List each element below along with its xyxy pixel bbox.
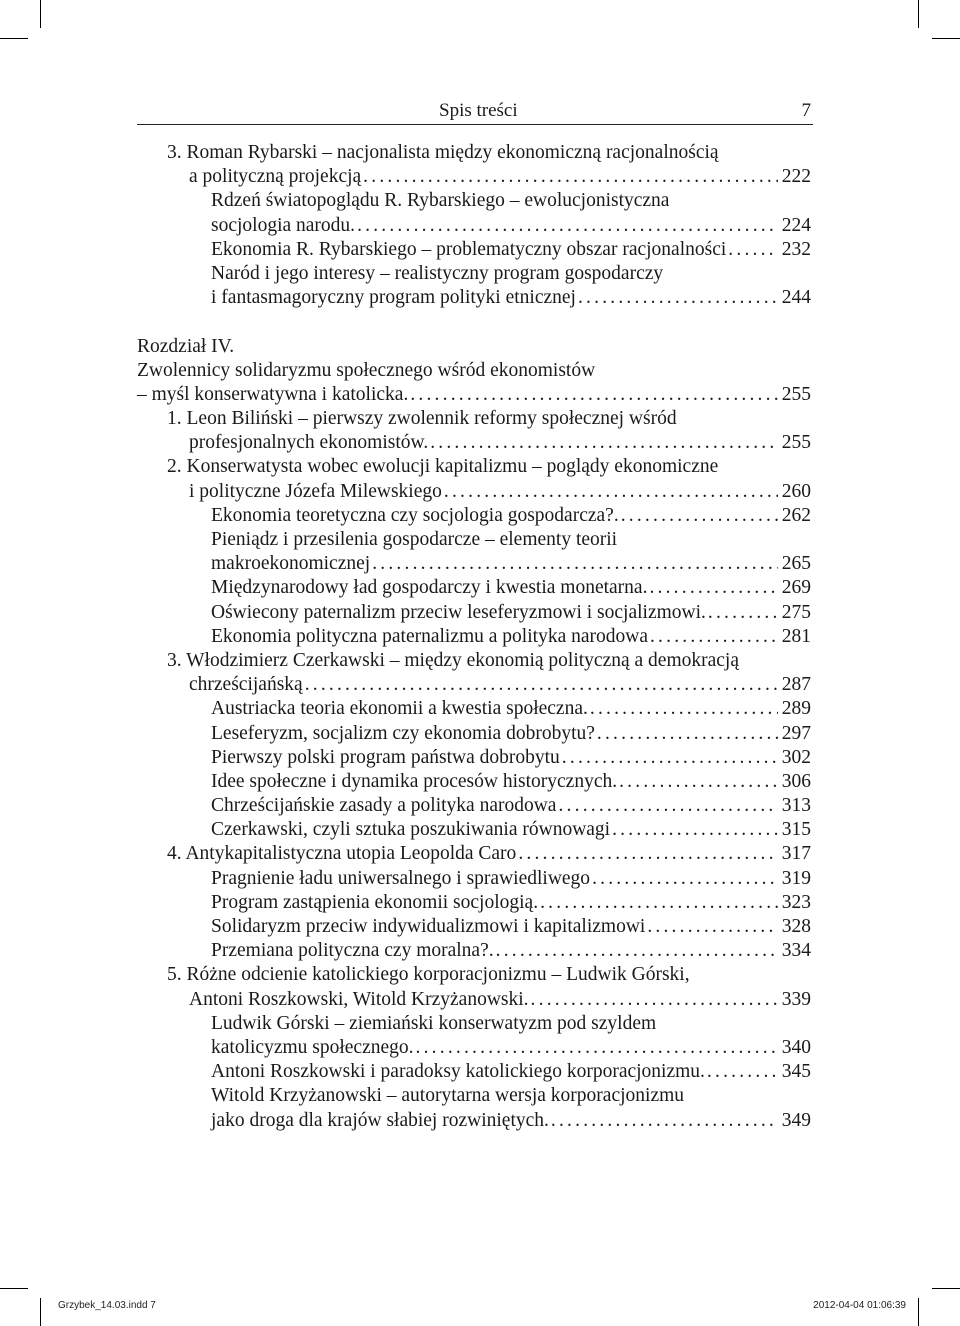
toc-entry-title: katolicyzmu społecznego. (211, 1036, 414, 1058)
toc-page-number: 275 (781, 601, 811, 623)
toc-entry-text (211, 1060, 705, 1084)
header-title: Spis treści (439, 100, 518, 121)
toc-dot-leader (305, 673, 778, 697)
toc-dot-leader (496, 939, 778, 963)
toc-entry-text (211, 722, 595, 746)
toc-entry (137, 214, 811, 238)
toc-page-number: 323 (781, 891, 811, 913)
toc-entry-text (167, 842, 516, 866)
toc-page-number: 306 (781, 770, 811, 792)
toc-entry (137, 625, 811, 649)
toc-page-number: 262 (781, 504, 811, 526)
toc-dot-leader (649, 576, 777, 600)
toc-dot-leader (578, 286, 778, 310)
toc-entry-text (167, 963, 690, 987)
toc-entry-text (189, 165, 361, 189)
toc-entry-title: jako droga dla krajów słabiej rozwiniętych. (211, 1109, 549, 1131)
toc-entry-text (211, 238, 726, 262)
toc-entry-text (211, 770, 617, 794)
toc-entry-title: Ludwik Górski – ziemiański konserwatyzm pod szyldem (211, 1012, 657, 1034)
toc-entry-title: profesjonalnych ekonomistów. (189, 432, 429, 454)
toc-entry-title: Idee społeczne i dynamika procesów historycznych. (211, 770, 618, 792)
toc-dot-leader (551, 1109, 778, 1133)
toc-entry (137, 697, 811, 721)
toc-page-number: 289 (781, 698, 811, 720)
toc-entry (137, 359, 811, 383)
toc-entry (137, 286, 811, 310)
toc-page-number: 317 (781, 843, 811, 865)
toc-entry (137, 1060, 811, 1084)
toc-entry (137, 746, 811, 770)
toc-dot-leader (619, 770, 778, 794)
toc-entry (137, 1036, 811, 1060)
toc-dot-leader (590, 697, 778, 721)
toc-entry-text (211, 1012, 656, 1036)
toc-dot-leader (416, 1036, 778, 1060)
toc-entry (137, 867, 811, 891)
table-of-contents (137, 141, 811, 1133)
toc-page-number: 345 (781, 1061, 811, 1083)
toc-entry-text (211, 189, 669, 213)
toc-entry (137, 238, 811, 262)
toc-entry (137, 988, 811, 1012)
toc-dot-leader (363, 165, 778, 189)
toc-entry-number: 3. (167, 142, 187, 163)
toc-entry-number: 1. (167, 408, 187, 430)
toc-entry (137, 794, 811, 818)
header-page-number: 7 (801, 100, 811, 121)
toc-entry-text (137, 383, 408, 407)
toc-entry-text (211, 697, 588, 721)
toc-entry-text (211, 262, 663, 286)
toc-entry-text (137, 335, 234, 359)
toc-dot-leader (650, 625, 778, 649)
toc-entry-title: Witold Krzyżanowski – autorytarna wersja korporacjonizmu (211, 1085, 685, 1107)
toc-entry (137, 528, 811, 552)
toc-entry-title: Ekonomia teoretyczna czy socjologia gospodarcza?. (211, 504, 619, 526)
toc-entry (137, 335, 811, 359)
toc-entry-text (167, 407, 677, 431)
toc-page-number: 260 (781, 480, 811, 502)
toc-entry-title: Oświecony paternalizm przeciw leseferyzmowi i socjalizmowi. (211, 601, 706, 623)
crop-mark-bottom-right-h (932, 1288, 960, 1289)
toc-dot-leader (728, 238, 777, 262)
toc-page-number: 334 (781, 940, 811, 962)
toc-entry-text (211, 528, 617, 552)
toc-entry-title: Pieniądz i przesilenia gospodarcze – elementy teorii (211, 529, 618, 550)
toc-entry (137, 963, 811, 987)
toc-entry-title: Antoni Roszkowski i paradoksy katolickiego korporacjonizmu. (211, 1061, 705, 1083)
toc-entry-text (211, 552, 370, 576)
toc-entry-title: a polityczną projekcją (189, 166, 362, 188)
toc-page-number: 328 (781, 916, 811, 937)
toc-entry (137, 1109, 811, 1133)
toc-entry (137, 407, 811, 431)
toc-entry-title: Leon Biliński – pierwszy zwolennik reformy społecznej wśród (186, 408, 677, 430)
toc-entry-text (211, 625, 648, 649)
toc-entry (137, 189, 811, 213)
toc-entry-text (167, 141, 719, 165)
toc-entry (137, 770, 811, 794)
toc-dot-leader (707, 1060, 778, 1084)
toc-page-number: 287 (781, 674, 811, 696)
toc-entry-title: Naród i jego interesy – realistyczny program gospodarczy (211, 262, 664, 284)
toc-entry-text (211, 214, 355, 238)
slug-timestamp: 2012-04-04 01:06:39 (813, 1300, 906, 1311)
toc-entry (137, 480, 811, 504)
toc-entry-text (211, 818, 610, 842)
toc-entry-number: 3. (167, 649, 187, 671)
toc-dot-leader (708, 601, 778, 625)
toc-dot-leader (430, 431, 778, 455)
toc-entry (137, 262, 811, 286)
toc-entry-text (211, 286, 576, 310)
slug-file-name: Grzybek_14.03.indd 7 (58, 1300, 156, 1311)
toc-entry-text (211, 891, 538, 915)
crop-mark-bottom-left-h (0, 1288, 28, 1289)
toc-entry-text (211, 1084, 684, 1108)
toc-entry-title: Chrześcijańskie zasady a polityka narodowa (211, 795, 557, 817)
toc-dot-leader (444, 480, 778, 504)
toc-dot-leader (558, 794, 777, 818)
toc-dot-leader (562, 746, 778, 770)
toc-page-number: 339 (781, 988, 811, 1010)
toc-entry-text (189, 431, 428, 455)
toc-entry-title: Ekonomia polityczna paternalizmu a polityka narodowa (211, 625, 648, 647)
toc-entry-title: – myśl konserwatywna i katolicka. (137, 383, 409, 405)
toc-entry-text (211, 576, 647, 600)
toc-entry-title: Różne odcienie katolickiego korporacjonizmu – Ludwik Górski, (186, 964, 690, 986)
toc-entry-title: Rozdział IV. (137, 335, 235, 357)
toc-dot-leader (612, 818, 778, 842)
toc-entry-title: Zwolennicy solidaryzmu społecznego wśród ekonomistów (137, 359, 596, 381)
toc-entry-title: Włodzimierz Czerkawski – między ekonomią polityczną a demokracją (186, 649, 739, 671)
toc-spacer (137, 310, 811, 334)
toc-entry (137, 141, 811, 165)
toc-entry (137, 165, 811, 189)
toc-page-number: 340 (781, 1036, 811, 1058)
toc-entry (137, 552, 811, 576)
toc-page-number: 315 (781, 819, 811, 841)
toc-page-number: 281 (781, 625, 811, 647)
toc-dot-leader (647, 915, 777, 939)
toc-entry-title: chrześcijańską (189, 674, 303, 696)
toc-entry (137, 915, 811, 939)
toc-entry-text (211, 794, 556, 818)
toc-entry-title: Leseferyzm, socjalizm czy ekonomia dobrobytu? (211, 722, 595, 744)
toc-entry (137, 1012, 811, 1036)
toc-entry-number: 2. (167, 456, 187, 478)
toc-entry (137, 455, 811, 479)
toc-entry-title: Program zastąpienia ekonomii socjologią. (211, 891, 539, 913)
toc-entry-text (211, 504, 619, 528)
toc-entry-title: Międzynarodowy ład gospodarczy i kwestia monetarna. (211, 577, 648, 599)
crop-mark-top-right-h (932, 38, 960, 39)
toc-entry-text (167, 455, 718, 479)
toc-page-number: 222 (781, 166, 811, 188)
toc-entry-title: Przemiana polityczna czy moralna?. (211, 940, 494, 962)
toc-dot-leader (410, 383, 777, 407)
toc-page-number: 265 (781, 553, 811, 575)
toc-page-number: 297 (781, 722, 811, 744)
toc-entry-title: i polityczne Józefa Milewskiego (189, 480, 442, 502)
toc-entry-text (211, 867, 590, 891)
toc-dot-leader (540, 891, 778, 915)
toc-page-number: 224 (781, 214, 811, 236)
toc-page-number: 244 (781, 287, 811, 309)
toc-entry-title: Pierwszy polski program państwa dobrobytu (211, 746, 560, 768)
toc-entry-title: Solidaryzm przeciw indywidualizmowi i kapitalizmowi (211, 916, 646, 937)
toc-entry-text (211, 915, 645, 939)
toc-entry-title: Czerkawski, czyli sztuka poszukiwania równowagi (211, 819, 611, 841)
toc-entry-title: Antykapitalistyczna utopia Leopolda Caro (185, 843, 517, 865)
toc-page-number: 269 (781, 577, 811, 599)
toc-dot-leader (592, 867, 778, 891)
toc-entry-title: Konserwatysta wobec ewolucji kapitalizmu – poglądy ekonomiczne (186, 456, 719, 478)
toc-entry-text (211, 1036, 414, 1060)
toc-entry (137, 649, 811, 673)
toc-entry-title: socjologia narodu. (211, 214, 356, 236)
toc-entry-title: Rdzeń światopoglądu R. Rybarskiego – ewolucjonistyczna (211, 190, 670, 212)
crop-mark-top-left-v (40, 0, 41, 28)
toc-dot-leader (597, 722, 778, 746)
running-header (137, 100, 813, 125)
toc-entry-text (211, 746, 560, 770)
toc-entry-text (211, 1109, 549, 1133)
toc-entry (137, 504, 811, 528)
toc-dot-leader (357, 214, 778, 238)
toc-entry-text (211, 601, 706, 625)
toc-entry-text (189, 480, 442, 504)
toc-page-number: 349 (781, 1109, 811, 1131)
toc-dot-leader (372, 552, 778, 576)
toc-entry-number: 4. (167, 843, 186, 865)
toc-entry-text (189, 988, 529, 1012)
print-slug (0, 1300, 960, 1314)
toc-entry-text (137, 359, 595, 383)
toc-page-number: 232 (781, 238, 811, 260)
toc-entry-number: 5. (167, 964, 187, 986)
toc-entry (137, 842, 811, 866)
toc-entry (137, 601, 811, 625)
toc-page-number: 313 (781, 795, 811, 817)
toc-entry (137, 939, 811, 963)
toc-entry (137, 1084, 811, 1108)
toc-entry-title: i fantasmagoryczny program polityki etnicznej (211, 287, 576, 309)
toc-dot-leader (621, 504, 778, 528)
toc-entry (137, 891, 811, 915)
toc-entry (137, 431, 811, 455)
toc-page-number: 255 (781, 432, 811, 454)
toc-entry-title: Pragnienie ładu uniwersalnego i sprawiedliwego (211, 867, 591, 889)
toc-page-number: 255 (781, 383, 811, 405)
toc-entry-text (211, 939, 494, 963)
toc-entry (137, 818, 811, 842)
crop-mark-top-left-h (0, 38, 28, 39)
toc-page-number: 302 (781, 746, 811, 768)
toc-entry (137, 673, 811, 697)
toc-page-number: 319 (781, 867, 811, 889)
toc-entry-text (167, 649, 739, 673)
toc-dot-leader (518, 842, 777, 866)
toc-entry (137, 722, 811, 746)
toc-entry-title: Antoni Roszkowski, Witold Krzyżanowski. (189, 988, 529, 1010)
toc-entry-title: Austriacka teoria ekonomii a kwestia społeczna. (211, 698, 588, 720)
toc-entry-title: makroekonomicznej (211, 553, 371, 575)
crop-mark-top-right-v (918, 0, 919, 28)
toc-entry (137, 576, 811, 600)
toc-entry-title: Roman Rybarski – nacjonalista między ekonomiczną racjonalnością (186, 142, 719, 163)
toc-entry-text (189, 673, 303, 697)
toc-entry-title: Ekonomia R. Rybarskiego – problematyczny obszar racjonalności (211, 238, 727, 260)
toc-entry (137, 383, 811, 407)
toc-dot-leader (531, 988, 778, 1012)
